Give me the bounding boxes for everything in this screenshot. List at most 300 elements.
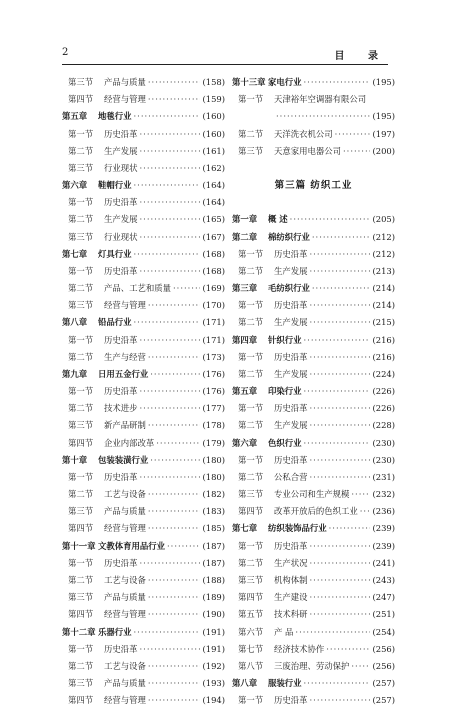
toc-section-row [232,108,395,125]
leader-dots [148,658,201,675]
toc-title: 专业公司和生产规模 [274,489,350,500]
leader-dots [140,332,201,349]
leader-dots [310,555,371,572]
toc-label: 第四节 [238,592,264,603]
toc-page-number: (182) [202,489,225,500]
toc-chapter-row [232,74,395,91]
toc-label: 第四节 [238,506,264,517]
toc-page-number: (256) [372,643,395,654]
toc-page-number: (185) [202,523,225,534]
toc-section-row [232,486,395,503]
toc-page-number: (257) [372,678,395,689]
toc-label: 第一章 [232,214,258,225]
toc-page-number: (200) [372,145,395,156]
toc-section-row [62,486,225,503]
toc-title: 天津裕年空调器有限公司 [274,94,367,105]
leader-dots [140,469,201,486]
toc-label: 第二节 [238,557,264,568]
toc-section-row [62,126,225,143]
toc-title: 纺织装饰品行业 [268,523,327,534]
leader-dots [148,74,201,91]
toc-page-number: (254) [372,626,395,637]
toc-label: 第一节 [68,334,94,345]
toc-title: 企业内部改革 [104,437,155,448]
toc-label: 第一节 [238,248,264,259]
toc-section-row [62,503,225,520]
toc-title: 历史沿革 [104,265,138,276]
toc-chapter-row [232,435,395,452]
toc-title: 历史沿革 [104,128,138,139]
toc-page-number: (224) [372,368,395,379]
toc-title [272,108,274,125]
toc-title: 历史沿革 [104,557,138,568]
toc-page-number: (226) [372,386,395,397]
toc-title: 生产发展 [274,368,308,379]
toc-page-number: (195) [372,77,395,87]
toc-page-number: (230) [372,437,395,448]
toc-title: 色织行业 [268,437,302,448]
toc-left-column [62,74,225,709]
toc-label: 第二节 [68,351,94,362]
toc-section-row [62,606,225,623]
toc-label: 第二节 [238,368,264,379]
toc-title: 技术进步 [104,403,138,414]
toc-chapter-row [62,366,225,383]
toc-label: 第四节 [68,609,94,620]
toc-page-number: (194) [202,695,225,706]
toc-label: 第二节 [68,660,94,671]
toc-page-number: (171) [202,317,225,328]
leader-dots [312,280,371,297]
leader-dots [310,314,371,331]
toc-section-row [232,503,395,520]
toc-title: 历史沿革 [274,300,308,311]
toc-page-number: (197) [372,128,395,139]
toc-spacer [232,160,395,177]
toc-title: 灯具行业 [98,248,132,259]
toc-label: 第八章 [232,678,258,689]
toc-title: 历史沿革 [104,386,138,397]
toc-chapter-row [232,332,395,349]
toc-section-row [62,469,225,486]
toc-title: 历史沿革 [274,695,308,706]
toc-page-number: (176) [202,368,225,379]
toc-title: 产品、工艺和质量 [104,283,171,294]
leader-dots [156,435,200,452]
toc-title: 机构体制 [274,574,308,585]
toc-label: 第一节 [238,695,264,706]
toc-page-number: (243) [372,574,395,585]
leader-dots [310,589,371,606]
toc-chapter-row [232,675,395,692]
toc-page-number: (160) [202,128,225,139]
leader-dots [310,417,371,434]
toc-title: 工艺与设备 [104,660,146,671]
leader-dots [295,624,370,641]
leader-dots [304,435,371,452]
leader-dots [134,624,201,641]
leader-dots [134,314,201,331]
leader-dots [304,383,371,400]
toc-label: 第一节 [68,128,94,139]
toc-page-number: (187) [202,540,225,551]
toc-section-row [62,572,225,589]
toc-label: 第一节 [238,94,264,105]
leader-dots [310,572,371,589]
toc-section-row [232,538,395,555]
leader-dots [140,263,201,280]
toc-label: 第二节 [238,317,264,328]
toc-title: 包装装潢行业 [98,454,149,465]
toc-title: 毛纺织行业 [268,283,310,294]
toc-chapter-row [232,211,395,228]
toc-label: 第三节 [238,489,264,500]
toc-section-row [62,297,225,314]
toc-label: 第四节 [68,437,94,448]
toc-chapter-row [62,246,225,263]
leader-dots [140,383,201,400]
leader-dots [148,503,201,520]
toc-label: 第四章 [232,334,258,345]
toc-section-row [62,332,225,349]
page-header [62,47,388,63]
toc-title: 铅品行业 [98,317,132,328]
toc-section-row [62,229,225,246]
toc-section-row [232,624,395,641]
toc-page-number: (212) [372,248,395,259]
toc-section-row [62,589,225,606]
toc-label: 第一节 [68,471,94,482]
toc-chapter-row [232,229,395,246]
toc-section-row [62,658,225,675]
toc-label: 第五章 [62,111,88,122]
toc-label: 第七章 [62,248,88,259]
toc-label: 第三节 [68,231,94,242]
toc-title: 行业现状 [104,231,138,242]
leader-dots [326,641,370,658]
toc-label: 第三节 [68,420,94,431]
leader-dots [134,246,201,263]
leader-dots [148,91,201,108]
toc-chapter-row [62,108,225,125]
toc-label: 第五章 [232,386,258,397]
leader-dots [148,572,201,589]
toc-title: 印染行业 [268,386,302,397]
toc-title: 服装行业 [268,678,302,689]
toc-title: 生产发展 [274,265,308,276]
toc-title: 生产发展 [274,317,308,328]
leader-dots [310,469,371,486]
toc-label: 第二节 [68,574,94,585]
leader-dots [140,555,201,572]
toc-page-number: (230) [372,454,395,465]
toc-page-number: (178) [202,420,225,431]
toc-title: 历史沿革 [104,197,138,208]
toc-title: 历史沿革 [104,471,138,482]
toc-page-number: (231) [372,471,395,482]
toc-page-number: (158) [202,77,225,87]
toc-title: 生产与经营 [104,351,146,362]
toc-section-row [232,692,395,709]
toc-title: 经济技术协作 [274,643,325,654]
toc-title: 生产状况 [274,557,308,568]
toc-label: 第二节 [68,489,94,500]
toc-label: 第三节 [68,300,94,311]
toc-page-number: (247) [372,592,395,603]
toc-section-row [62,263,225,280]
toc-page-number: (193) [202,678,225,689]
toc-title: 历史沿革 [104,643,138,654]
toc-label: 第一节 [68,557,94,568]
toc-chapter-row [232,280,395,297]
header-rule [62,64,388,65]
toc-label: 第一节 [238,540,264,551]
toc-page-number: (168) [202,248,225,259]
toc-section-row [232,400,395,417]
leader-dots [351,658,370,675]
toc-section-row [232,658,395,675]
toc-page-number: (251) [372,609,395,620]
toc-label: 第三节 [238,145,264,156]
toc-title: 地毯行业 [98,111,132,122]
toc-label: 第十章 [62,454,88,465]
leader-dots [140,160,201,177]
page-title: 目 录 [334,51,388,62]
toc-label: 第三节 [238,574,264,585]
leader-dots [343,143,370,160]
leader-dots [310,263,371,280]
toc-label: 第六节 [238,626,264,637]
leader-dots [310,349,371,366]
leader-dots [148,486,201,503]
toc-title: 概 述 [268,214,288,225]
leader-dots [150,366,200,383]
toc-section-row [232,246,395,263]
toc-label: 第一节 [238,300,264,311]
leader-dots [140,211,201,228]
leader-dots [134,108,201,125]
leader-dots [360,503,371,520]
toc-label: 第二节 [68,145,94,156]
toc-title: 经营与管理 [104,523,146,534]
toc-title: 产品与质量 [104,592,146,603]
toc-title: 棉纺织行业 [268,231,310,242]
toc-page-number: (205) [372,214,395,225]
leader-dots [335,126,371,143]
toc-label: 第四节 [68,523,94,534]
part-title: 第三篇 纺织工业 [274,180,353,192]
toc-page-number: (191) [202,643,225,654]
toc-chapter-row [232,383,395,400]
toc-title: 针织行业 [268,334,302,345]
toc-page-number: (183) [202,506,225,517]
toc-title: 产 品 [274,626,294,637]
toc-label: 第八节 [238,660,264,671]
toc-page-number: (228) [372,420,395,431]
toc-section-row [232,263,395,280]
toc-label: 第三节 [68,592,94,603]
toc-title: 经营与管理 [104,695,146,706]
toc-section-row [232,641,395,658]
toc-page-number: (212) [372,231,395,242]
toc-page-number: (168) [202,265,225,276]
toc-page-number: (236) [372,506,395,517]
toc-section-row [62,555,225,572]
leader-dots [140,229,201,246]
toc-label: 第三章 [232,283,258,294]
toc-label: 第二节 [68,403,94,414]
toc-page-number: (171) [202,334,225,345]
toc-section-row [62,383,225,400]
toc-label: 第一节 [68,197,94,208]
toc-section-row [62,74,225,91]
toc-page-number: (191) [202,626,225,637]
toc-label: 第二节 [68,214,94,225]
toc-title: 技术科研 [274,609,308,620]
toc-title: 历史沿革 [274,351,308,362]
toc-title: 历史沿革 [274,540,308,551]
toc-section-row [62,143,225,160]
toc-page-number: (192) [202,660,225,671]
toc-chapter-row [62,177,225,194]
toc-page-number: (188) [202,574,225,585]
toc-label: 第四节 [68,94,94,105]
toc-page-number: (187) [202,557,225,568]
toc-label: 第四节 [68,695,94,706]
toc-title: 工艺与设备 [104,489,146,500]
toc-page-number: (189) [202,592,225,603]
toc-page-number: (180) [202,454,225,465]
toc-section-row [62,400,225,417]
toc-page-number: (214) [372,300,395,311]
toc-title: 生产发展 [104,214,138,225]
toc-section-row [232,572,395,589]
toc-page-number: (161) [202,145,225,156]
toc-page-number: (177) [202,403,225,414]
toc-section-row [62,160,225,177]
toc-title: 历史沿革 [274,403,308,414]
leader-dots [310,452,371,469]
toc-section-row [232,314,395,331]
leader-dots [310,297,371,314]
toc-page-number: (173) [202,351,225,362]
toc-label: 第一节 [238,403,264,414]
toc-title: 产品与质量 [104,506,146,517]
toc-page-number: (162) [202,162,225,173]
toc-title: 产品与质量 [104,77,146,87]
toc-label [238,108,272,125]
toc-title: 天意家用电器公司 [274,145,341,156]
toc-label: 第一节 [68,386,94,397]
toc-page-number: (179) [202,437,225,448]
toc-section-row [62,435,225,452]
leader-dots [351,486,370,503]
toc-chapter-row [62,538,225,555]
toc-title: 经营与管理 [104,94,146,105]
toc-section-row [62,675,225,692]
leader-dots [173,280,200,297]
toc-chapter-row [62,452,225,469]
toc-label: 第二节 [238,128,264,139]
toc-label: 第三节 [68,506,94,517]
toc-label: 第三节 [68,678,94,689]
toc-section-row [232,469,395,486]
toc-label: 第九章 [62,368,88,379]
leader-dots [304,74,371,91]
toc-page-number: (239) [372,523,395,534]
toc-section-row [232,606,395,623]
toc-title: 产品与质量 [104,678,146,689]
leader-dots [148,589,201,606]
toc-title: 改革开放后的色织工业 [274,506,358,517]
leader-dots [140,641,201,658]
toc-label: 第十二章 [62,626,96,637]
toc-label: 第七节 [238,643,264,654]
toc-page-number: (214) [372,283,395,294]
leader-dots [148,692,201,709]
toc-section-row [62,520,225,537]
toc-title: 历史沿革 [104,334,138,345]
toc-page-number: (170) [202,300,225,311]
toc-title: 生产发展 [274,420,308,431]
toc-label: 第一节 [238,351,264,362]
leader-dots [310,400,371,417]
leader-dots [134,177,201,194]
toc-right-column [232,74,395,709]
leader-dots [148,520,201,537]
toc-title: 公私合营 [274,471,308,482]
toc-label: 第二节 [238,471,264,482]
leader-dots [140,126,201,143]
toc-title: 鞋帽行业 [98,180,132,191]
toc-label: 第三节 [68,77,94,87]
toc-chapter-row [62,624,225,641]
toc-title: 生产发展 [104,145,138,156]
toc-section-row [232,91,395,108]
toc-label: 第五节 [238,609,264,620]
toc-title: 历史沿革 [274,248,308,259]
toc-section-row [62,349,225,366]
toc-chapter-row [62,314,225,331]
toc-section-row [232,366,395,383]
toc-page-number: (180) [202,471,225,482]
toc-label: 第一节 [68,265,94,276]
toc-page-number: (164) [202,180,225,191]
toc-label: 第六章 [62,180,88,191]
leader-dots [310,692,371,709]
toc-label: 第十三章 [232,77,266,87]
toc-page-number: (216) [372,351,395,362]
toc-title: 乐器行业 [98,626,132,637]
toc-page-number: (164) [202,197,225,208]
leader-dots [276,108,370,125]
toc-title: 家电行业 [268,77,302,87]
leader-dots [310,538,371,555]
leader-dots [148,349,201,366]
toc-section-row [232,143,395,160]
toc-page-number: (165) [202,214,225,225]
toc-label: 第三节 [68,162,94,173]
toc-title: 行业现状 [104,162,138,173]
toc-section-row [62,194,225,211]
toc-section-row [62,692,225,709]
toc-page-number: (195) [372,111,395,122]
toc-page-number: (159) [202,94,225,105]
toc-page-number: (226) [372,403,395,414]
toc-section-row [62,280,225,297]
leader-dots [312,229,371,246]
toc-section-row [62,417,225,434]
